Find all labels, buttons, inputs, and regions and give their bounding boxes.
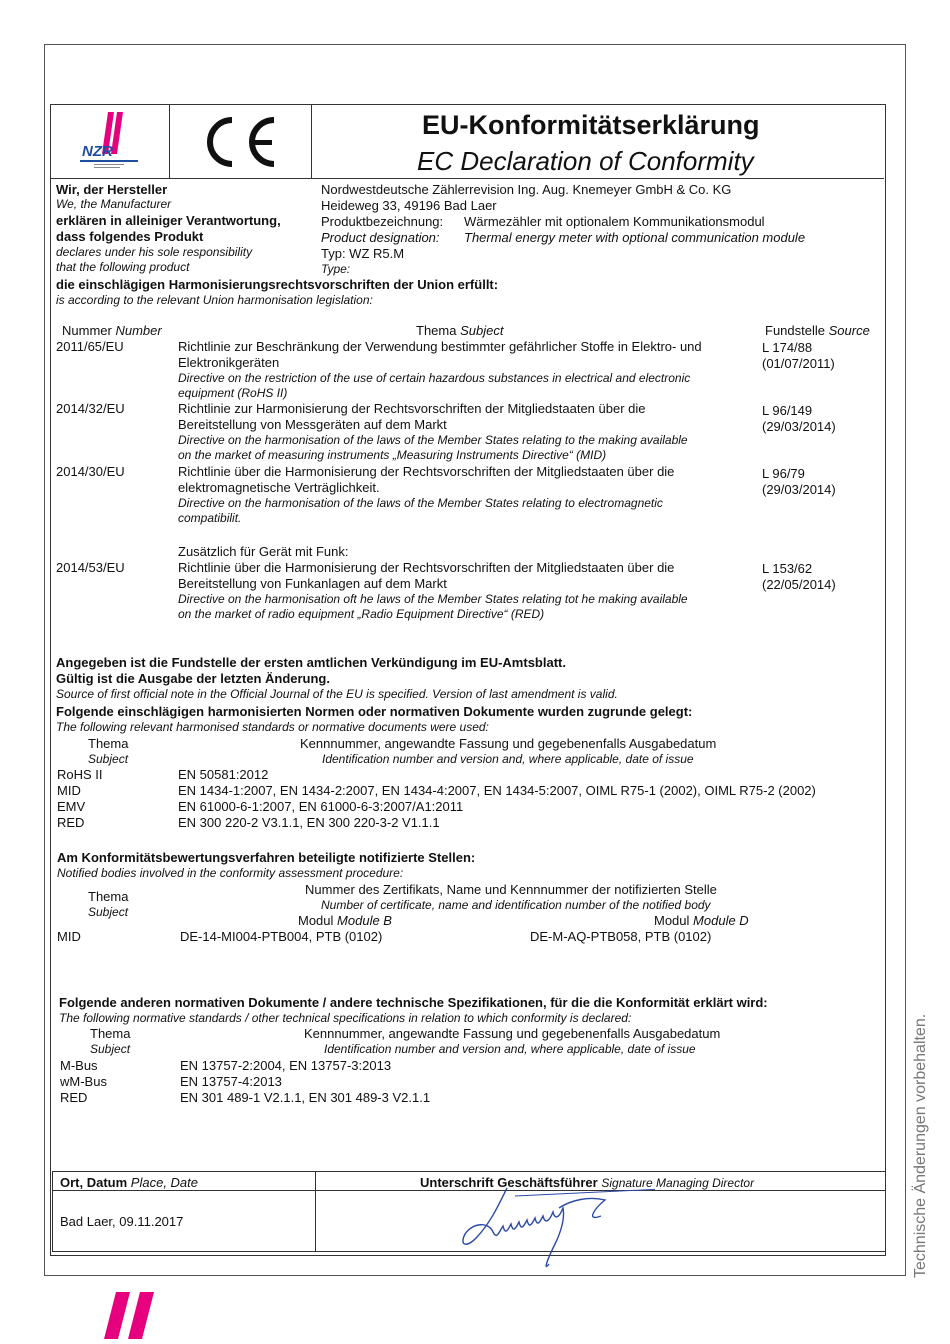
signature-label: Unterschrift Geschäftsführer Signature Managing Director <box>420 1175 755 1190</box>
other-value: EN 13757-2:2004, EN 13757-3:2013 <box>180 1058 392 1073</box>
product-type-en: Type: <box>321 262 351 276</box>
other-value: EN 13757-4:2013 <box>180 1074 282 1089</box>
standards-col-id: Kennnummer, angewandte Fassung und gegebenenfalls Ausgabedatum <box>300 736 717 751</box>
module-b-label: Modul Module B <box>298 913 392 928</box>
standard-value: EN 50581:2012 <box>178 767 269 782</box>
directive-text-en: compatibilit. <box>178 511 242 525</box>
radio-note: Zusätzlich für Gerät mit Funk: <box>178 544 349 559</box>
journal-note-2: Gültig ist die Ausgabe der letzten Änderung. <box>56 671 330 686</box>
directive-text-en: Directive on the harmonisation of the laws of the Member States relating to electromagnetic <box>178 496 663 510</box>
standard-subject: RED <box>57 815 85 830</box>
directive-text-en: Directive on the harmonisation of the laws of the Member States relating to the making available <box>178 433 688 447</box>
directive-text-de: Richtlinie zur Beschränkung der Verwendung bestimmter gefährlicher Stoffe in Elektro- und <box>178 339 702 354</box>
standard-value: EN 61000-6-1:2007, EN 61000-6-3:2007/A1:2011 <box>178 799 464 814</box>
directive-text-de: Elektronikgeräten <box>178 355 280 370</box>
fulfils-de: die einschlägigen Harmonisierungsrechtsvorschriften der Union erfüllt: <box>56 277 499 292</box>
standard-subject: EMV <box>57 799 86 814</box>
directive-text-de: Bereitstellung von Funkanlagen auf dem Markt <box>178 576 447 591</box>
other-subject: RED <box>60 1090 88 1105</box>
directive-source: L 96/149 <box>762 403 813 418</box>
product-type-de: Typ: WZ R5.M <box>321 246 405 261</box>
directive-text-de: Richtlinie zur Harmonisierung der Rechtsvorschriften der Mitgliedstaaten über die <box>178 401 646 416</box>
col-subject: Thema Subject <box>416 323 504 338</box>
directive-text-en: on the market of radio equipment „Radio Equipment Directive“ (RED) <box>178 607 545 621</box>
directive-text-de: Bereitstellung von Messgeräten auf dem Markt <box>178 417 447 432</box>
declare-de-1: erklären in alleiniger Verantwortung, <box>56 213 281 228</box>
title-de: EU-Konformitätserklärung <box>422 110 760 140</box>
notified-subject: MID <box>57 929 81 944</box>
journal-note-en: Source of first official note in the Official Journal of the EU is specified. Version of last amendment is valid. <box>56 687 618 701</box>
directive-text-en: Directive on the restriction of the use of certain hazardous substances in electrical and electronic <box>178 371 691 385</box>
declare-en-1: declares under his sole responsibility <box>56 245 253 259</box>
logo-text: NZR <box>82 143 113 160</box>
standards-col-subject: Thema <box>88 736 129 751</box>
notified-col-subject: Thema <box>88 889 129 904</box>
other-heading-en: The following normative standards / other technical specifications in relation to which conformity is declared: <box>59 1011 632 1025</box>
directive-text-en: on the market of measuring instruments „Measuring Instruments Directive“ (MID) <box>178 448 607 462</box>
handwritten-signature <box>455 1182 655 1282</box>
title-en: EC Declaration of Conformity <box>417 146 754 176</box>
header-separator <box>311 104 312 178</box>
product-value-de: Wärmezähler mit optionalem Kommunikationsmodul <box>464 214 765 229</box>
directive-source-date: (22/05/2014) <box>762 577 836 592</box>
directive-text-en: equipment (RoHS II) <box>178 386 288 400</box>
notified-module-d: DE-M-AQ-PTB058, PTB (0102) <box>530 929 712 944</box>
other-value: EN 301 489-1 V2.1.1, EN 301 489-3 V2.1.1 <box>180 1090 431 1105</box>
side-note: Technische Änderungen vorbehalten. <box>912 1013 929 1278</box>
fulfils-en: is according to the relevant Union harmonisation legislation: <box>56 293 373 307</box>
standards-col-id-en: Identification number and version and, where applicable, date of issue <box>322 752 694 766</box>
directive-number: 2014/53/EU <box>56 560 125 575</box>
directive-text-en: Directive on the harmonisation oft he laws of the Member States relating tot he making available <box>178 592 688 606</box>
ce-mark <box>196 110 286 177</box>
nzr-logo <box>72 110 152 172</box>
other-heading-de: Folgende anderen normativen Dokumente / andere technische Spezifikationen, für die die Konformität erklärt wird: <box>59 995 768 1010</box>
brand-marks-icon <box>104 1292 164 1344</box>
directive-source-date: (29/03/2014) <box>762 482 836 497</box>
directive-source: L 174/88 <box>762 340 813 355</box>
other-col-subject-en: Subject <box>90 1042 131 1056</box>
journal-note-1: Angegeben ist die Fundstelle der ersten amtlichen Verkündigung im EU-Amtsblatt. <box>56 655 566 670</box>
manufacturer-label-de: Wir, der Hersteller <box>56 182 168 197</box>
other-col-id-en: Identification number and version and, where applicable, date of issue <box>324 1042 696 1056</box>
notified-col-cert-en: Number of certificate, name and identification number of the notified body <box>321 898 711 912</box>
standard-subject: RoHS II <box>57 767 103 782</box>
standards-col-subject-en: Subject <box>88 752 129 766</box>
manufacturer-address: Heideweg 33, 49196 Bad Laer <box>321 198 497 213</box>
standards-heading-en: The following relevant harmonised standards or normative documents were used: <box>56 720 489 734</box>
declare-de-2: dass folgendes Produkt <box>56 229 204 244</box>
directive-source: L 153/62 <box>762 561 813 576</box>
manufacturer-name: Nordwestdeutsche Zählerrevision Ing. Aug. Knemeyer GmbH & Co. KG <box>321 182 732 197</box>
notified-heading-de: Am Konformitätsbewertungsverfahren beteiligte notifizierte Stellen: <box>57 850 476 865</box>
directive-number: 2014/30/EU <box>56 464 125 479</box>
manufacturer-label-en: We, the Manufacturer <box>56 197 172 211</box>
other-subject: M-Bus <box>60 1058 98 1073</box>
standards-heading-de: Folgende einschlägigen harmonisierten Normen oder normativen Dokumente wurden zugrunde gelegt: <box>56 704 693 719</box>
standard-value: EN 1434-1:2007, EN 1434-2:2007, EN 1434-4:2007, EN 1434-5:2007, OIML R75-1 (2002), OIML R75-2 (2002) <box>178 783 816 798</box>
product-label-de: Produktbezeichnung: <box>321 214 444 229</box>
col-number: Nummer Number <box>62 323 162 338</box>
standard-subject: MID <box>57 783 81 798</box>
notified-col-cert: Nummer des Zertifikats, Name und Kennnummer der notifizierten Stelle <box>305 882 717 897</box>
directive-number: 2014/32/EU <box>56 401 125 416</box>
declare-en-2: that the following product <box>56 260 190 274</box>
directive-source-date: (01/07/2011) <box>762 356 835 371</box>
directive-source: L 96/79 <box>762 466 805 481</box>
signature-box-separator <box>315 1171 316 1252</box>
other-subject: wM-Bus <box>60 1074 107 1089</box>
directive-text-de: elektromagnetische Verträglichkeit. <box>178 480 380 495</box>
header-separator <box>169 104 170 178</box>
other-col-id: Kennnummer, angewandte Fassung und gegebenenfalls Ausgabedatum <box>304 1026 721 1041</box>
product-label-en: Product designation: <box>321 230 440 245</box>
directive-text-de: Richtlinie über die Harmonisierung der Rechtsvorschriften der Mitgliedstaaten über die <box>178 560 675 575</box>
other-col-subject: Thema <box>90 1026 131 1041</box>
directive-number: 2011/65/EU <box>56 339 124 354</box>
notified-heading-en: Notified bodies involved in the conformity assessment procedure: <box>57 866 404 880</box>
directive-text-de: Richtlinie über die Harmonisierung der Rechtsvorschriften der Mitgliedstaaten über die <box>178 464 675 479</box>
product-value-en: Thermal energy meter with optional communication module <box>464 230 806 245</box>
module-d-label: Modul Module D <box>654 913 749 928</box>
header-divider <box>50 178 884 179</box>
place-date-label: Ort, Datum Place, Date <box>60 1175 198 1190</box>
place-date-value: Bad Laer, 09.11.2017 <box>60 1214 184 1229</box>
directive-source-date: (29/03/2014) <box>762 419 836 434</box>
notified-col-subject-en: Subject <box>88 905 129 919</box>
notified-module-b: DE-14-MI004-PTB004, PTB (0102) <box>180 929 383 944</box>
col-source: Fundstelle Source <box>765 323 870 338</box>
standard-value: EN 300 220-2 V3.1.1, EN 300 220-3-2 V1.1.1 <box>178 815 440 830</box>
